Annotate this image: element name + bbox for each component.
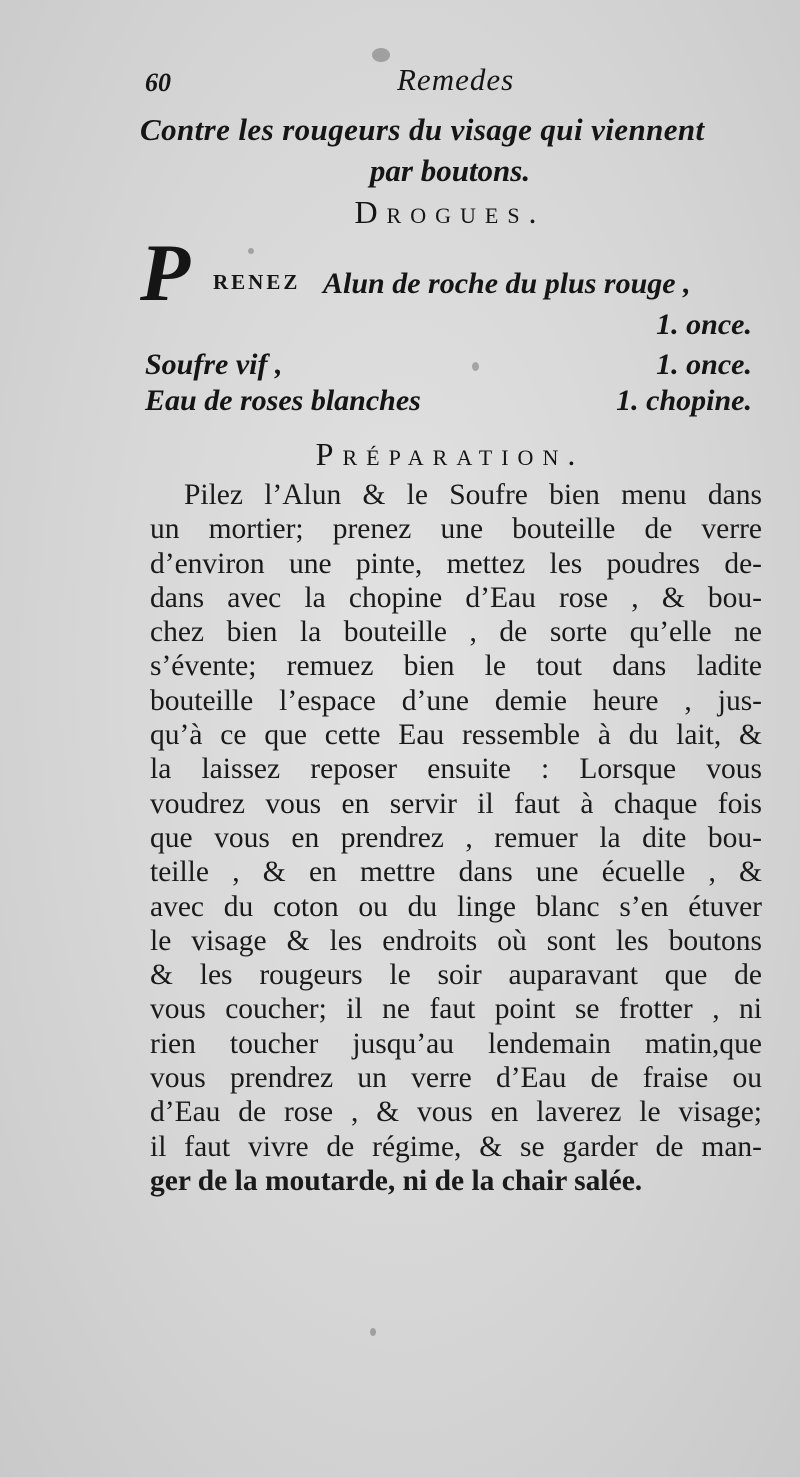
ingredient-name: Eau de roses blanches (145, 384, 421, 417)
text-line: la laissez reposer ensuite : Lorsque vous (150, 753, 762, 786)
ingredient-quantity: 1. once. (656, 348, 752, 381)
text-line: bouteille l’espace d’une demie heure , jus- (150, 684, 762, 717)
preparation-text (150, 478, 762, 1198)
text-line: voudrez vous en servir il faut à chaque fois (150, 787, 762, 820)
ingredient-name: Soufre vif , (145, 348, 283, 381)
text-line: un mortier; prenez une bouteille de verre (150, 513, 762, 546)
text-line: s’évente; remuez bien le tout dans ladite (150, 650, 762, 683)
text-line: d’environ une pinte, mettez les poudres de- (150, 547, 762, 580)
text-line: ger de la moutarde, ni de la chair salée. (150, 1164, 643, 1197)
ink-spot (370, 1328, 376, 1336)
drop-cap: P (140, 227, 191, 318)
text-line: chez bien la bouteille , de sorte qu’elle ne (150, 616, 762, 649)
text-line: qu’à ce que cette Eau ressemble à du lait, & (150, 719, 762, 752)
text-line: d’Eau de rose , & vous en laverez le visage; (150, 1096, 762, 1129)
text-line: vous prendrez un verre d’Eau de fraise ou (150, 1062, 762, 1095)
ingredient-name: Alun de roche du plus rouge , (323, 267, 691, 300)
ink-spot (248, 248, 254, 254)
text-line: teille , & en mettre dans une écuelle , & (150, 856, 762, 889)
text-line: rien toucher jusqu’au lendemain matin,que (150, 1027, 762, 1060)
text-line: Pilez l’Alun & le Soufre bien menu dans (184, 479, 762, 511)
text-line: & les rougeurs le soir auparavant que de (150, 959, 762, 992)
drogues-heading: Drogues. (354, 194, 546, 230)
running-title: Remedes (397, 62, 515, 97)
prenez-word: RENEZ (213, 270, 301, 294)
text-line: vous coucher; il ne faut point se frotter , ni (150, 993, 762, 1026)
text-line: que vous en prendrez , remuer la dite bou- (150, 821, 762, 854)
text-line: il faut vivre de régime, & se garder de man- (150, 1130, 762, 1163)
ingredient-quantity: 1. once. (656, 308, 752, 341)
page-header (145, 62, 755, 106)
ink-spot (472, 362, 479, 371)
ingredient-quantity: 1. chopine. (616, 384, 752, 417)
recipe-title-line-1: Contre les rougeurs du visage qui viennent (140, 112, 705, 147)
text-line: le visage & les endroits où sont les boutons (150, 924, 762, 957)
preparation-heading: Préparation. (315, 436, 585, 472)
text-line: avec du coton ou du linge blanc s’en étuver (150, 890, 762, 923)
ink-spot (372, 48, 390, 62)
text-line: dans avec la chopine d’Eau rose , & bou- (150, 581, 762, 614)
recipe-title-line-2: par boutons. (369, 153, 531, 188)
page-number: 60 (145, 68, 171, 97)
